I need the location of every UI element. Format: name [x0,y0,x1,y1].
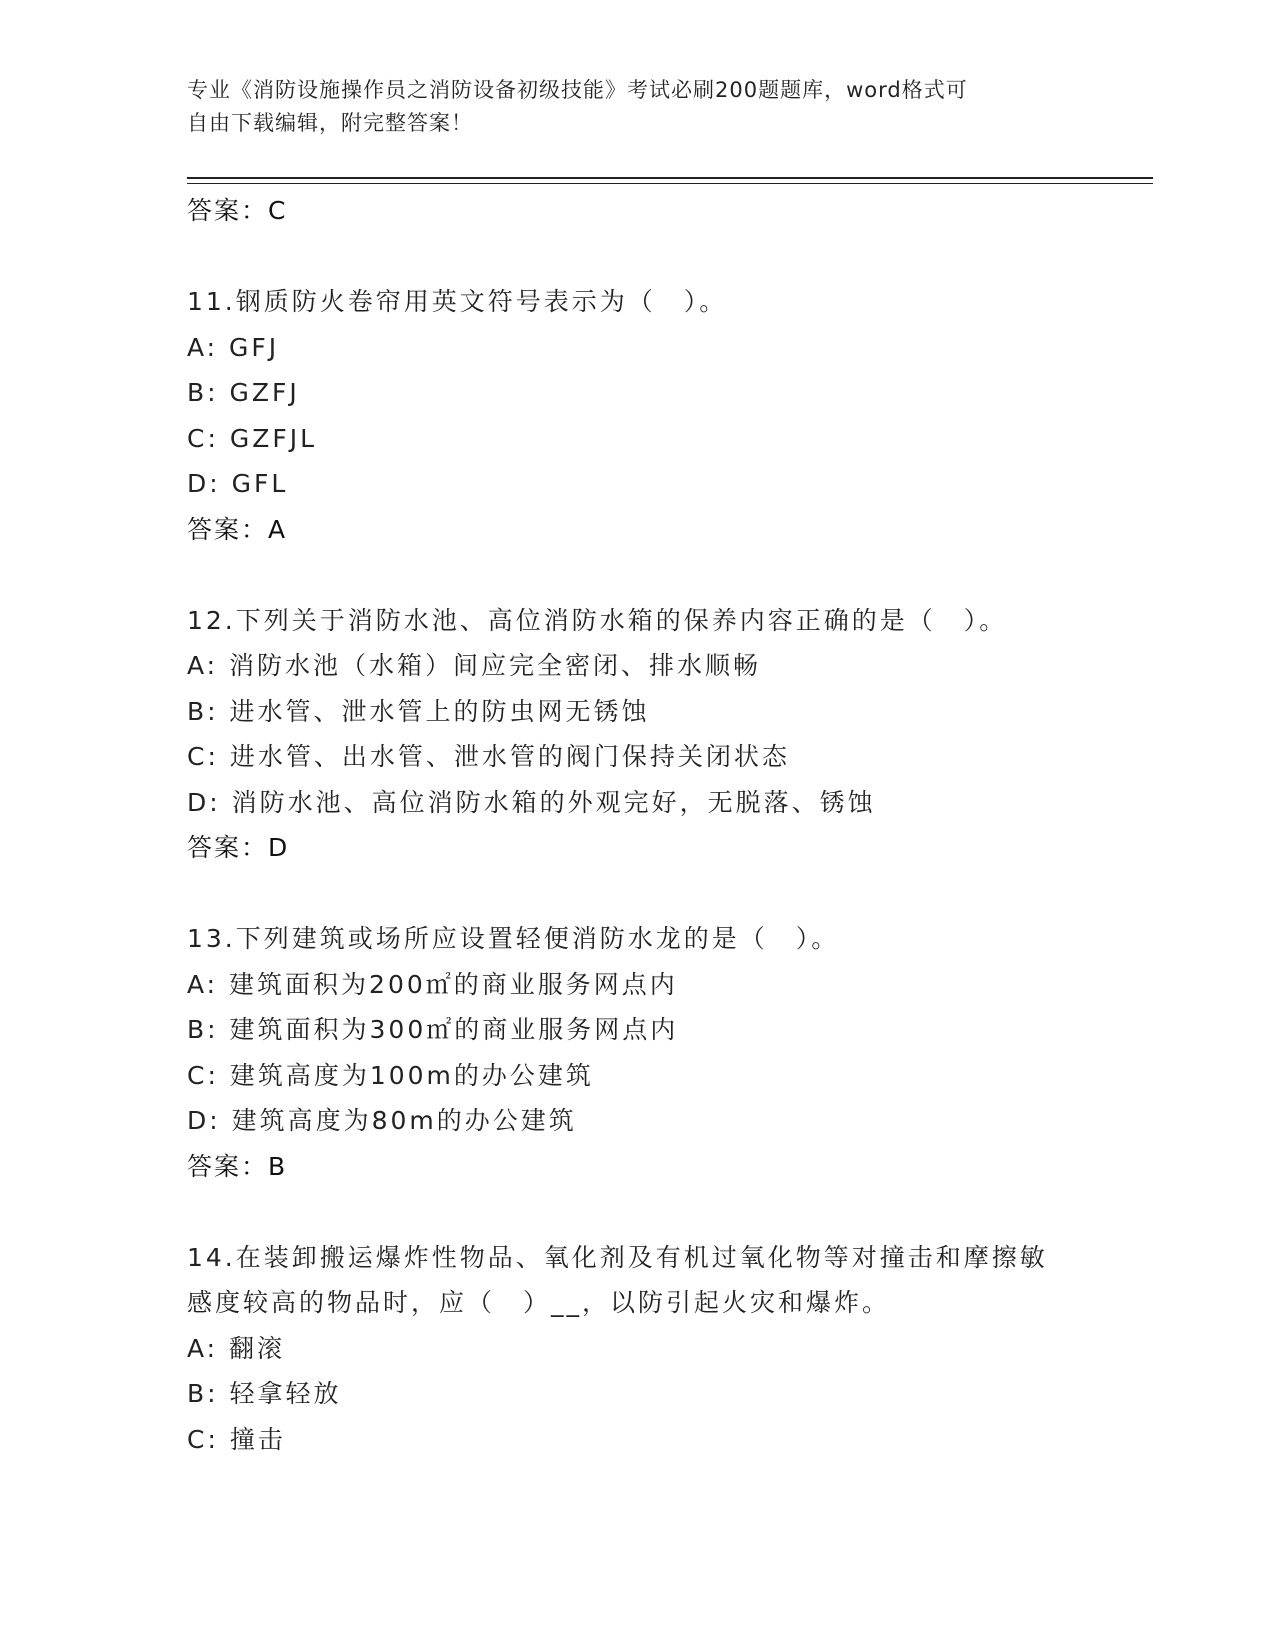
question-stem: 12.下列关于消防水池、高位消防水箱的保养内容正确的是（ ）。 [187,605,1008,635]
question-12 [187,598,1087,872]
question-14 [187,1235,1087,1463]
option-b: B: GZFJ [187,378,300,407]
question-stem: 13.下列建筑或场所应设置轻便消防水龙的是（ ）。 [187,924,840,953]
option-b: B: 建筑面积为300㎡的商业服务网点内 [187,1015,679,1044]
question-list [187,188,1087,1462]
header-line-1: 专业《消防设施操作员之消防设备初级技能》考试必刷200题题库，word格式可 [187,78,968,102]
header-line-2: 自由下载编辑，附完整答案！ [187,111,473,135]
spacer [187,1190,1087,1235]
question-11 [187,279,1087,553]
option-c: C: 建筑高度为100m的办公建筑 [187,1060,594,1090]
question-stem-line-1: 14.在装卸搬运爆炸性物品、氧化剂及有机过氧化物等对撞击和摩擦敏 [187,1242,1048,1272]
option-a: A: 翻滚 [187,1333,286,1363]
question-stem-line-2: 感度较高的物品时，应（ ）__，以防引起火灾和爆炸。 [187,1288,891,1317]
option-a: A: 建筑面积为200㎡的商业服务网点内 [187,969,678,999]
option-c: C: 进水管、出水管、泄水管的阀门保持关闭状态 [187,742,790,771]
spacer [187,553,1087,598]
option-b: B: 进水管、泄水管上的防虫网无锈蚀 [187,696,650,726]
option-a: A: 消防水池（水箱）间应完全密闭、排水顺畅 [187,651,762,680]
option-b: B: 轻拿轻放 [187,1379,342,1408]
option-d: D: 建筑高度为80m的办公建筑 [187,1106,577,1135]
question-stem: 11.钢质防火卷帘用英文符号表示为（ ）。 [187,287,728,316]
spacer [187,871,1087,916]
answer-line: 答案：D [187,833,290,862]
spacer [187,234,1087,279]
document-header [187,74,1067,140]
answer-line: 答案：A [187,514,288,544]
option-d: D: 消防水池、高位消防水箱的外观完好，无脱落、锈蚀 [187,787,876,817]
answer-line: 答案：B [187,1151,288,1181]
answer-line: 答案：C [187,196,288,225]
option-a: A: GFJ [187,332,280,362]
header-divider [187,177,1153,179]
option-c: C: GZFJL [187,423,318,453]
option-c: C: 撞击 [187,1424,286,1454]
option-d: D: GFL [187,469,289,498]
header-divider-thin [187,183,1153,184]
question-13 [187,916,1087,1190]
